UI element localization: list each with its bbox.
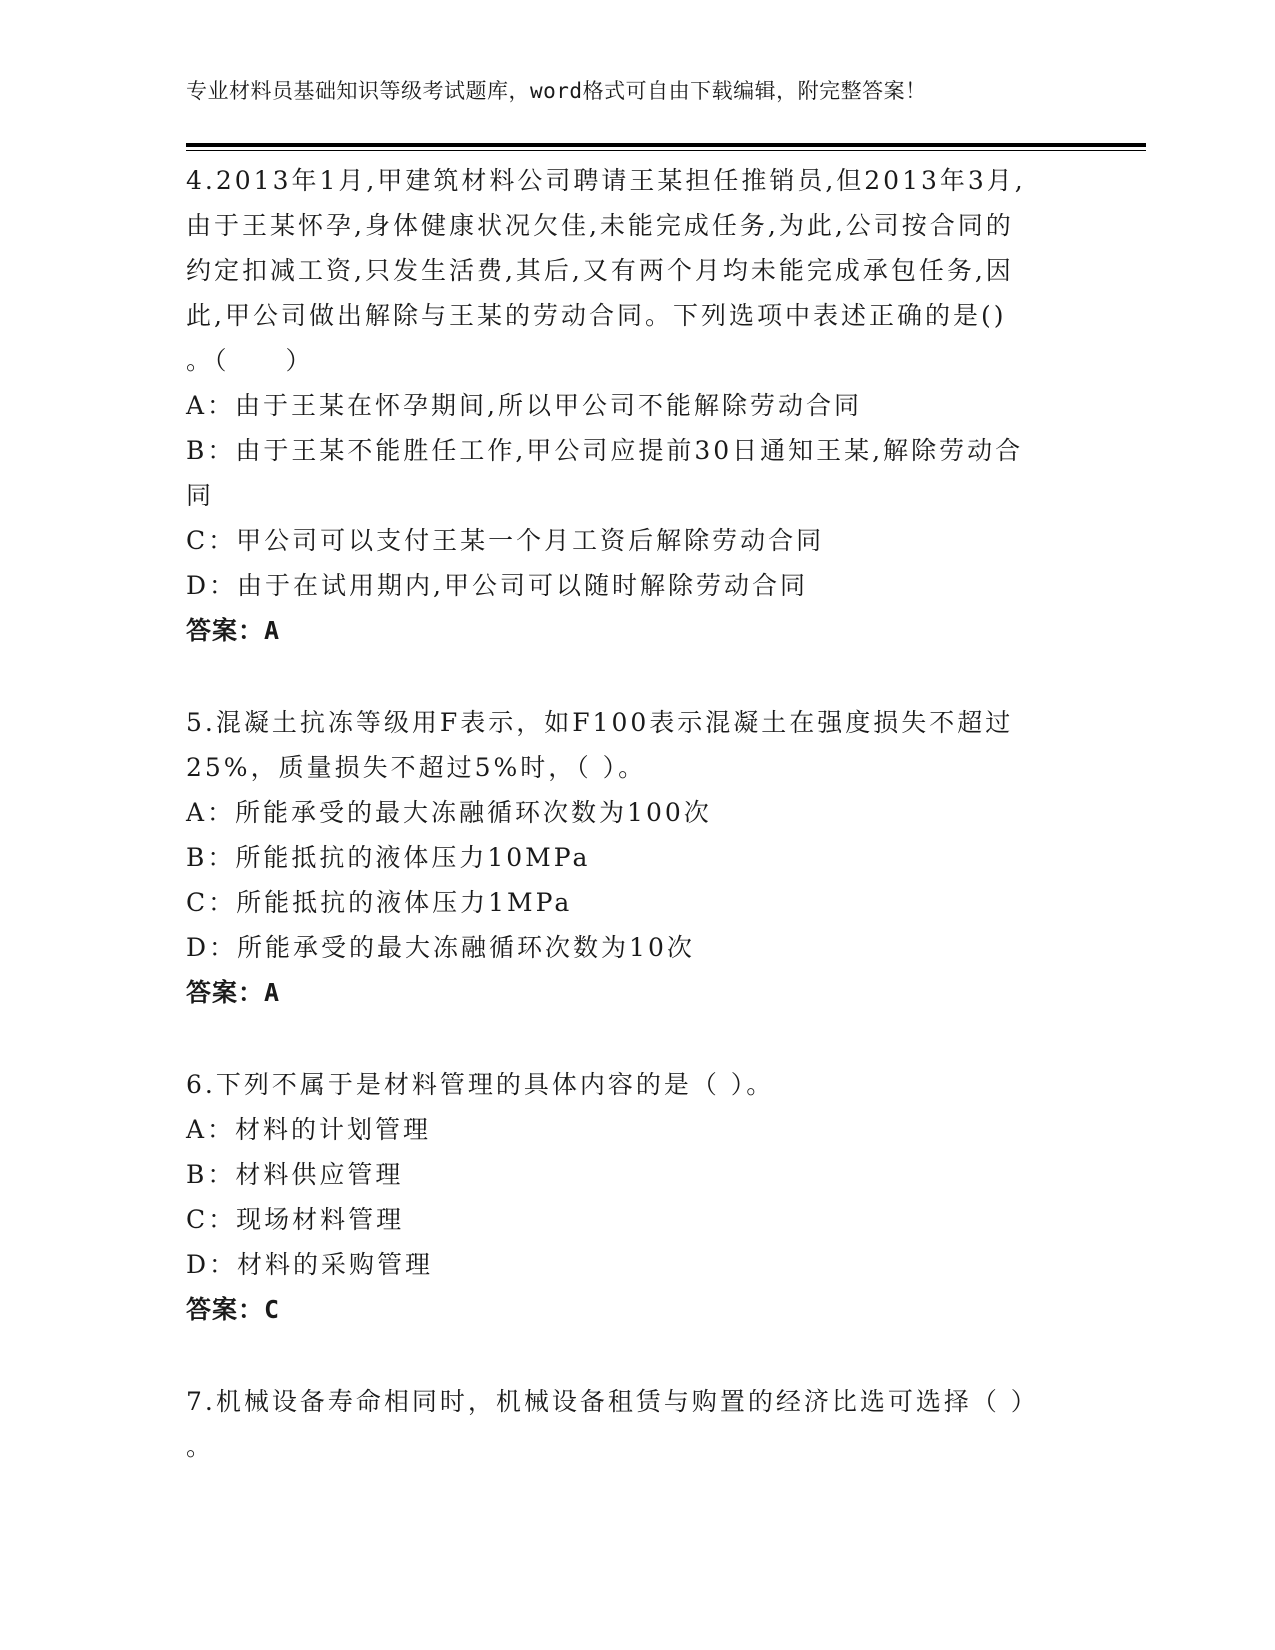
option-a: A：所能承受的最大冻融循环次数为100次 bbox=[186, 798, 712, 827]
answer-label: 答案：C bbox=[186, 1295, 281, 1324]
question-gap bbox=[186, 653, 1066, 700]
question-stem-line: 6.下列不属于是材料管理的具体内容的是（ ）。 bbox=[186, 1070, 775, 1099]
question-stem-line: 。（ ） bbox=[186, 346, 314, 375]
option-b: B：材料供应管理 bbox=[186, 1160, 404, 1189]
option-d: D：材料的采购管理 bbox=[186, 1250, 434, 1279]
question-stem-line: 25%，质量损失不超过5%时，（ ）。 bbox=[186, 753, 647, 782]
answer-label: 答案：A bbox=[186, 978, 281, 1007]
option-c: C：甲公司可以支付王某一个月工资后解除劳动合同 bbox=[186, 526, 825, 555]
option-b-continued: 同 bbox=[186, 481, 215, 510]
header-rule-thick bbox=[186, 143, 1146, 147]
header-rule-thin bbox=[186, 150, 1146, 151]
question-4 bbox=[186, 158, 1066, 653]
option-a: A：材料的计划管理 bbox=[186, 1115, 432, 1144]
question-stem-line: 7.机械设备寿命相同时，机械设备租赁与购置的经济比选可选择（ ） bbox=[186, 1387, 1039, 1416]
question-stem-line: 由于王某怀孕,身体健康状况欠佳,未能完成任务,为此,公司按合同的 bbox=[186, 211, 1014, 240]
option-c: C：现场材料管理 bbox=[186, 1205, 405, 1234]
question-5 bbox=[186, 700, 1066, 1015]
option-d: D：由于在试用期内,甲公司可以随时解除劳动合同 bbox=[186, 571, 808, 600]
question-stem-line: 。 bbox=[186, 1432, 215, 1461]
answer-label: 答案：A bbox=[186, 616, 281, 645]
question-gap bbox=[186, 1015, 1066, 1062]
document-header: 专业材料员基础知识等级考试题库，word格式可自由下载编辑，附完整答案！ bbox=[186, 79, 927, 103]
option-b: B：所能抵抗的液体压力10MPa bbox=[186, 843, 591, 872]
question-stem-line: 5.混凝土抗冻等级用F表示，如F100表示混凝土在强度损失不超过 bbox=[186, 708, 1014, 737]
option-d: D：所能承受的最大冻融循环次数为10次 bbox=[186, 933, 695, 962]
question-list bbox=[186, 158, 1066, 1469]
question-6 bbox=[186, 1062, 1066, 1332]
question-gap bbox=[186, 1332, 1066, 1379]
question-stem-line: 4.2013年1月,甲建筑材料公司聘请王某担任推销员,但2013年3月, bbox=[186, 166, 1026, 195]
question-7 bbox=[186, 1379, 1066, 1469]
question-stem-line: 此,甲公司做出解除与王某的劳动合同。下列选项中表述正确的是() bbox=[186, 301, 1007, 330]
question-stem-line: 约定扣减工资,只发生活费,其后,又有两个月均未能完成承包任务,因 bbox=[186, 256, 1014, 285]
option-a: A：由于王某在怀孕期间,所以甲公司不能解除劳动合同 bbox=[186, 391, 863, 420]
option-c: C：所能抵抗的液体压力1MPa bbox=[186, 888, 573, 917]
option-b: B：由于王某不能胜任工作,甲公司应提前30日通知王某,解除劳动合 bbox=[186, 436, 1024, 465]
